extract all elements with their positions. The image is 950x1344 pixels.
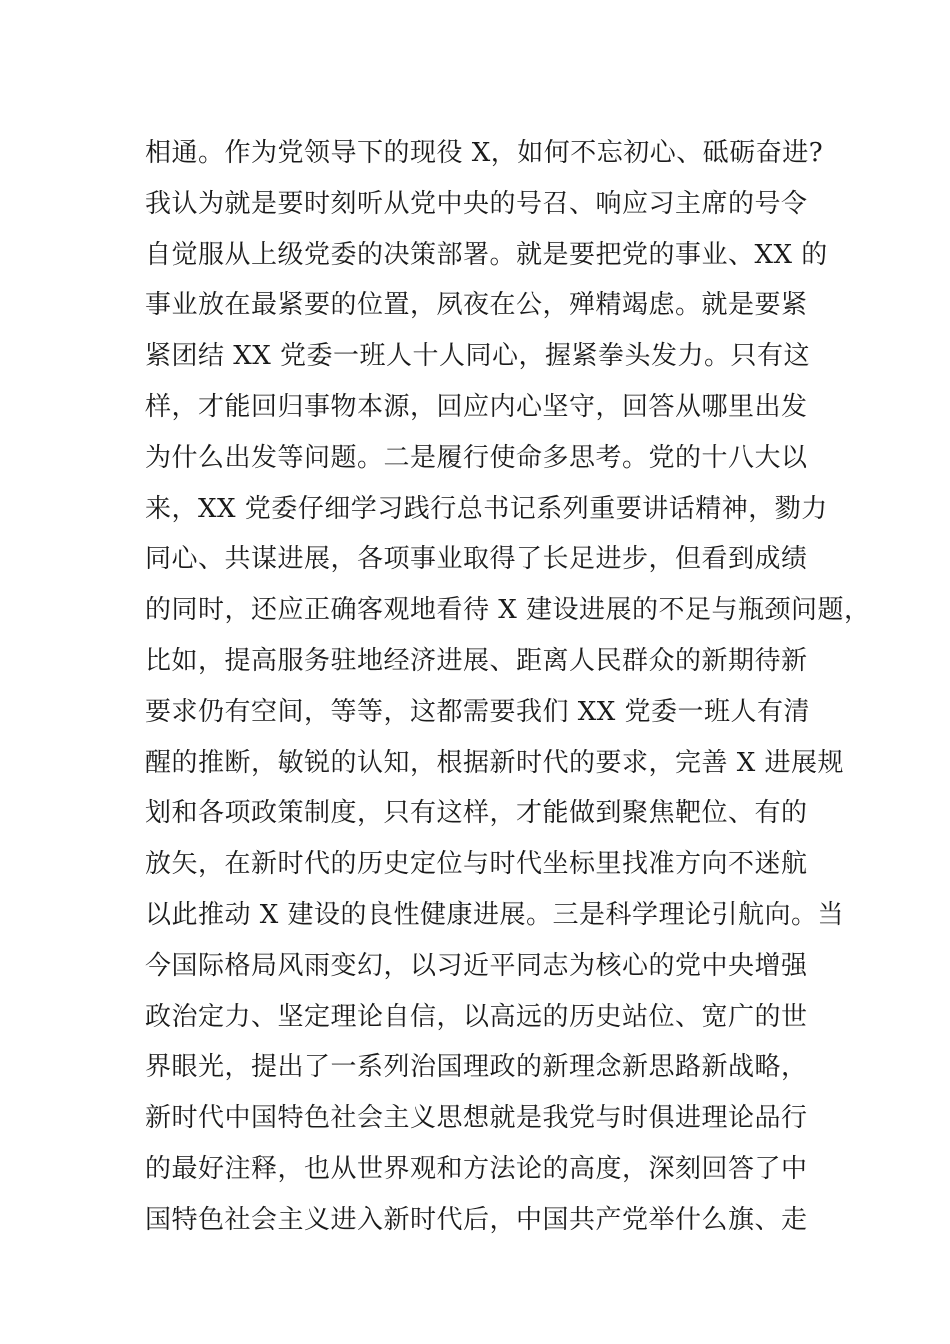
- text-line: 今国际格局风雨变幻，以习近平同志为核心的党中央增强: [145, 950, 808, 981]
- text-line: 的同时，还应正确客观地看待 X 建设进展的不足与瓶颈问题，: [145, 595, 871, 626]
- text-line: 新时代中国特色社会主义思想就是我党与时俱进理论品行: [145, 1103, 808, 1134]
- body-text: [145, 128, 871, 1246]
- text-line: 醒的推断，敏锐的认知，根据新时代的要求，完善 X 进展规: [145, 747, 845, 778]
- text-line: 样，才能回归事物本源，回应内心坚守，回答从哪里出发: [145, 391, 808, 422]
- text-line: 比如，提高服务驻地经济进展、距离人民群众的新期待新: [145, 645, 808, 676]
- text-line: 界眼光，提出了一系列治国理政的新理念新思路新战略，: [145, 1052, 808, 1083]
- text-line: 放矢，在新时代的历史定位与时代坐标里找准方向不迷航: [145, 849, 808, 880]
- text-line: 事业放在最紧要的位置，夙夜在公，殚精竭虑。就是要紧: [145, 290, 808, 321]
- text-line: 来，XX 党委仔细学习践行总书记系列重要讲话精神，勠力: [145, 493, 828, 524]
- text-line: 的最好注释，也从世界观和方法论的高度，深刻回答了中: [145, 1153, 808, 1184]
- text-line: 我认为就是要时刻听从党中央的号召、响应习主席的号令: [145, 188, 808, 219]
- text-line: 国特色社会主义进入新时代后，中国共产党举什么旗、走: [145, 1204, 808, 1235]
- text-line: 自觉服从上级党委的决策部署。就是要把党的事业、XX 的: [145, 239, 828, 270]
- text-line: 紧团结 XX 党委一班人十人同心，握紧拳头发力。只有这: [145, 341, 811, 372]
- text-line: 划和各项政策制度，只有这样，才能做到聚焦靶位、有的: [145, 798, 808, 829]
- text-line: 相通。作为党领导下的现役 X，如何不忘初心、砥砺奋进?: [145, 138, 824, 168]
- text-line: 同心、共谋进展，各项事业取得了长足进步，但看到成绩: [145, 544, 808, 575]
- text-line: 要求仍有空间，等等，这都需要我们 XX 党委一班人有清: [145, 696, 811, 727]
- text-line: 以此推动 X 建设的良性健康进展。三是科学理论引航向。当: [145, 899, 845, 930]
- text-line: 政治定力、坚定理论自信，以高远的历史站位、宽广的世: [145, 1001, 808, 1032]
- text-line: 为什么出发等问题。二是履行使命多思考。党的十八大以: [145, 442, 808, 473]
